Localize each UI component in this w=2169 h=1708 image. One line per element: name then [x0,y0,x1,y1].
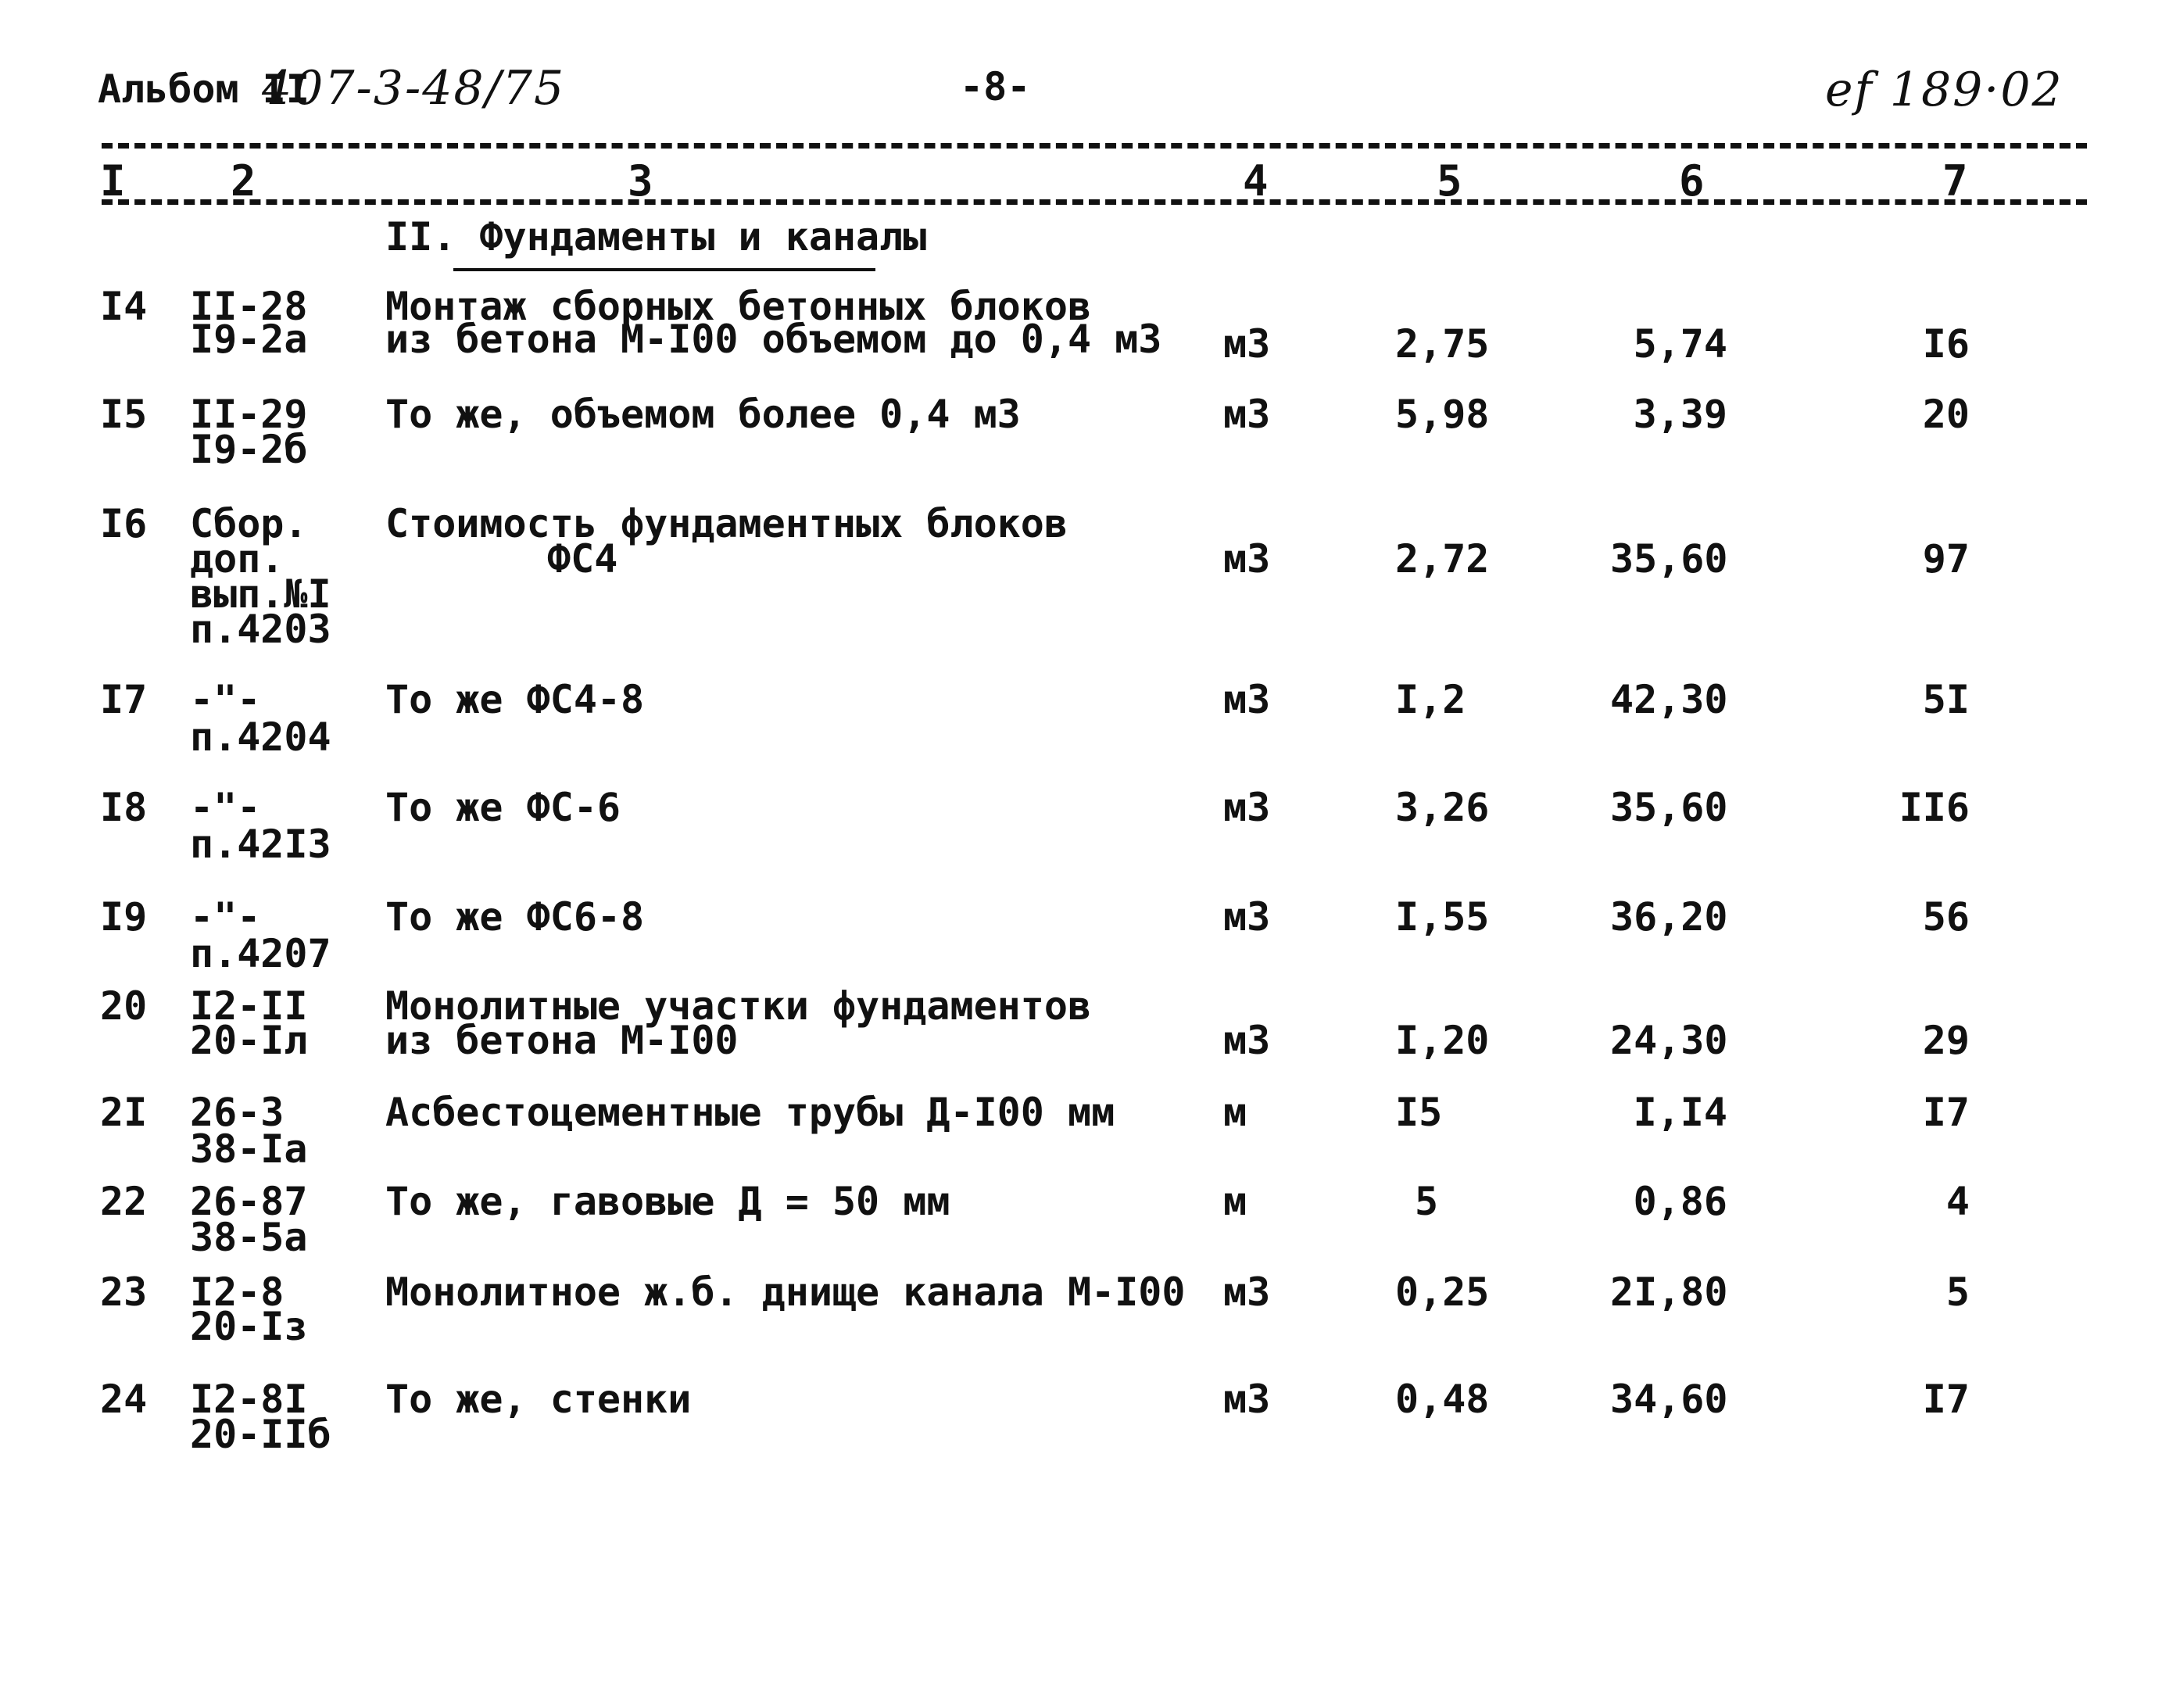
column-number-1: I [100,156,126,206]
row-description: из бетона М-I00 объемом до 0,4 м3 [385,317,1162,362]
row-number: I7 [100,677,148,722]
row-quantity: 2,72 [1395,536,1490,582]
row-quantity: I,20 [1395,1018,1490,1063]
row-quantity: 0,25 [1395,1269,1490,1315]
row-code: I2-II [190,983,308,1029]
row-description: То же ФС4-8 [385,677,645,722]
row-unit: м3 [1223,677,1271,722]
row-code: -"- [190,894,261,940]
row-description: Монолитные участки фундаментов [385,983,1092,1029]
row-unit-price: 35,60 [1610,536,1728,582]
row-number: I9 [100,894,148,940]
row-code: п.4207 [190,931,331,976]
row-code: I2-8I [190,1377,308,1422]
row-total: 20 [1922,392,1970,437]
row-unit-price: 0,86 [1633,1179,1727,1224]
page-number: -8- [960,64,1031,109]
row-number: I8 [100,785,148,830]
row-number: I6 [100,501,148,546]
row-unit: м3 [1223,536,1271,582]
column-number-2: 2 [231,156,256,206]
row-description: из бетона М-I00 [385,1018,739,1063]
row-total: 4 [1945,1179,1970,1224]
row-code: п.42I3 [190,822,331,867]
row-quantity: I,55 [1395,894,1490,940]
header-dashed-line-top [102,143,2087,149]
row-total: 5 [1945,1269,1970,1315]
row-total: 56 [1922,894,1970,940]
row-quantity: 2,75 [1395,321,1490,367]
row-code: 20-Iл [190,1018,308,1063]
row-code: 20-Iз [190,1304,308,1349]
row-unit-price: 2I,80 [1610,1269,1728,1315]
row-unit-price: 24,30 [1610,1018,1728,1063]
row-unit: м3 [1223,321,1271,367]
row-total: I6 [1922,321,1970,367]
column-number-5: 5 [1437,156,1462,206]
header-dashed-line-bottom [102,199,2087,205]
row-code: 38-5а [190,1215,308,1260]
row-unit: м3 [1223,1018,1271,1063]
row-code: 38-Iа [190,1126,308,1172]
row-quantity: 5 [1415,1179,1439,1224]
row-code: вып.№I [190,571,331,617]
row-description: Асбестоцементные трубы Д-I00 мм [385,1090,1115,1135]
row-unit: м [1223,1090,1247,1135]
column-number-3: 3 [628,156,653,206]
row-description: То же ФС-6 [385,785,621,830]
row-quantity: 0,48 [1395,1377,1490,1422]
row-unit: м3 [1223,785,1271,830]
row-quantity: I5 [1395,1090,1443,1135]
row-number: I5 [100,392,148,437]
row-code: I2-8 [190,1269,285,1315]
row-total: I7 [1922,1090,1970,1135]
column-number-6: 6 [1679,156,1705,206]
row-code: I9-2б [190,427,308,472]
row-description: Монтаж сборных бетонных блоков [385,284,1092,329]
section-title-underline [453,268,875,271]
row-description: Стоимость фундаментных блоков [385,501,1068,546]
row-description: То же ФС6-8 [385,894,645,940]
row-unit-price: 3,39 [1633,392,1727,437]
album-code-handwritten: 407-3-48/75 [262,61,566,116]
row-unit: м [1223,1179,1247,1224]
row-code: 26-87 [190,1179,308,1224]
row-total: 29 [1922,1018,1970,1063]
row-code: -"- [190,677,261,722]
row-code: Сбор. [190,501,308,546]
row-description: ФС4 [547,536,618,582]
row-number: 24 [100,1377,148,1422]
row-code: II-28 [190,284,308,329]
row-code: I9-2а [190,317,308,362]
row-unit-price: 42,30 [1610,677,1728,722]
row-code: II-29 [190,392,308,437]
row-code: 20-IIб [190,1412,331,1457]
row-code: п.4203 [190,607,331,652]
row-unit: м3 [1223,1269,1271,1315]
row-number: 20 [100,983,148,1029]
section-title: II. Фундаменты и каналы [385,214,927,260]
row-total: I7 [1922,1377,1970,1422]
row-description: Монолитное ж.б. днище канала М-I00 [385,1269,1186,1315]
row-code: -"- [190,785,261,830]
row-unit: м3 [1223,1377,1271,1422]
row-unit-price: 36,20 [1610,894,1728,940]
row-number: 23 [100,1269,148,1315]
sheet-code-handwritten: ef 189·02 [1825,63,2063,117]
row-total: 5I [1922,677,1970,722]
row-code: доп. [190,536,285,582]
row-number: I4 [100,284,148,329]
row-description: То же, стенки [385,1377,692,1422]
row-unit-price: 5,74 [1633,321,1727,367]
row-quantity: I,2 [1395,677,1466,722]
row-quantity: 5,98 [1395,392,1490,437]
row-number: 2I [100,1090,148,1135]
row-quantity: 3,26 [1395,785,1490,830]
album-label: Альбом II [98,66,310,112]
row-total: II6 [1899,785,1970,830]
row-description: То же, гавовые Д = 50 мм [385,1179,950,1224]
row-unit-price: 35,60 [1610,785,1728,830]
row-unit-price: 34,60 [1610,1377,1728,1422]
row-code: п.4204 [190,714,331,760]
row-total: 97 [1922,536,1970,582]
row-unit: м3 [1223,894,1271,940]
column-number-4: 4 [1243,156,1269,206]
row-code: 26-3 [190,1090,285,1135]
row-description: То же, объемом более 0,4 м3 [385,392,1021,437]
row-number: 22 [100,1179,148,1224]
column-number-7: 7 [1942,156,1968,206]
row-unit-price: I,I4 [1633,1090,1727,1135]
row-unit: м3 [1223,392,1271,437]
